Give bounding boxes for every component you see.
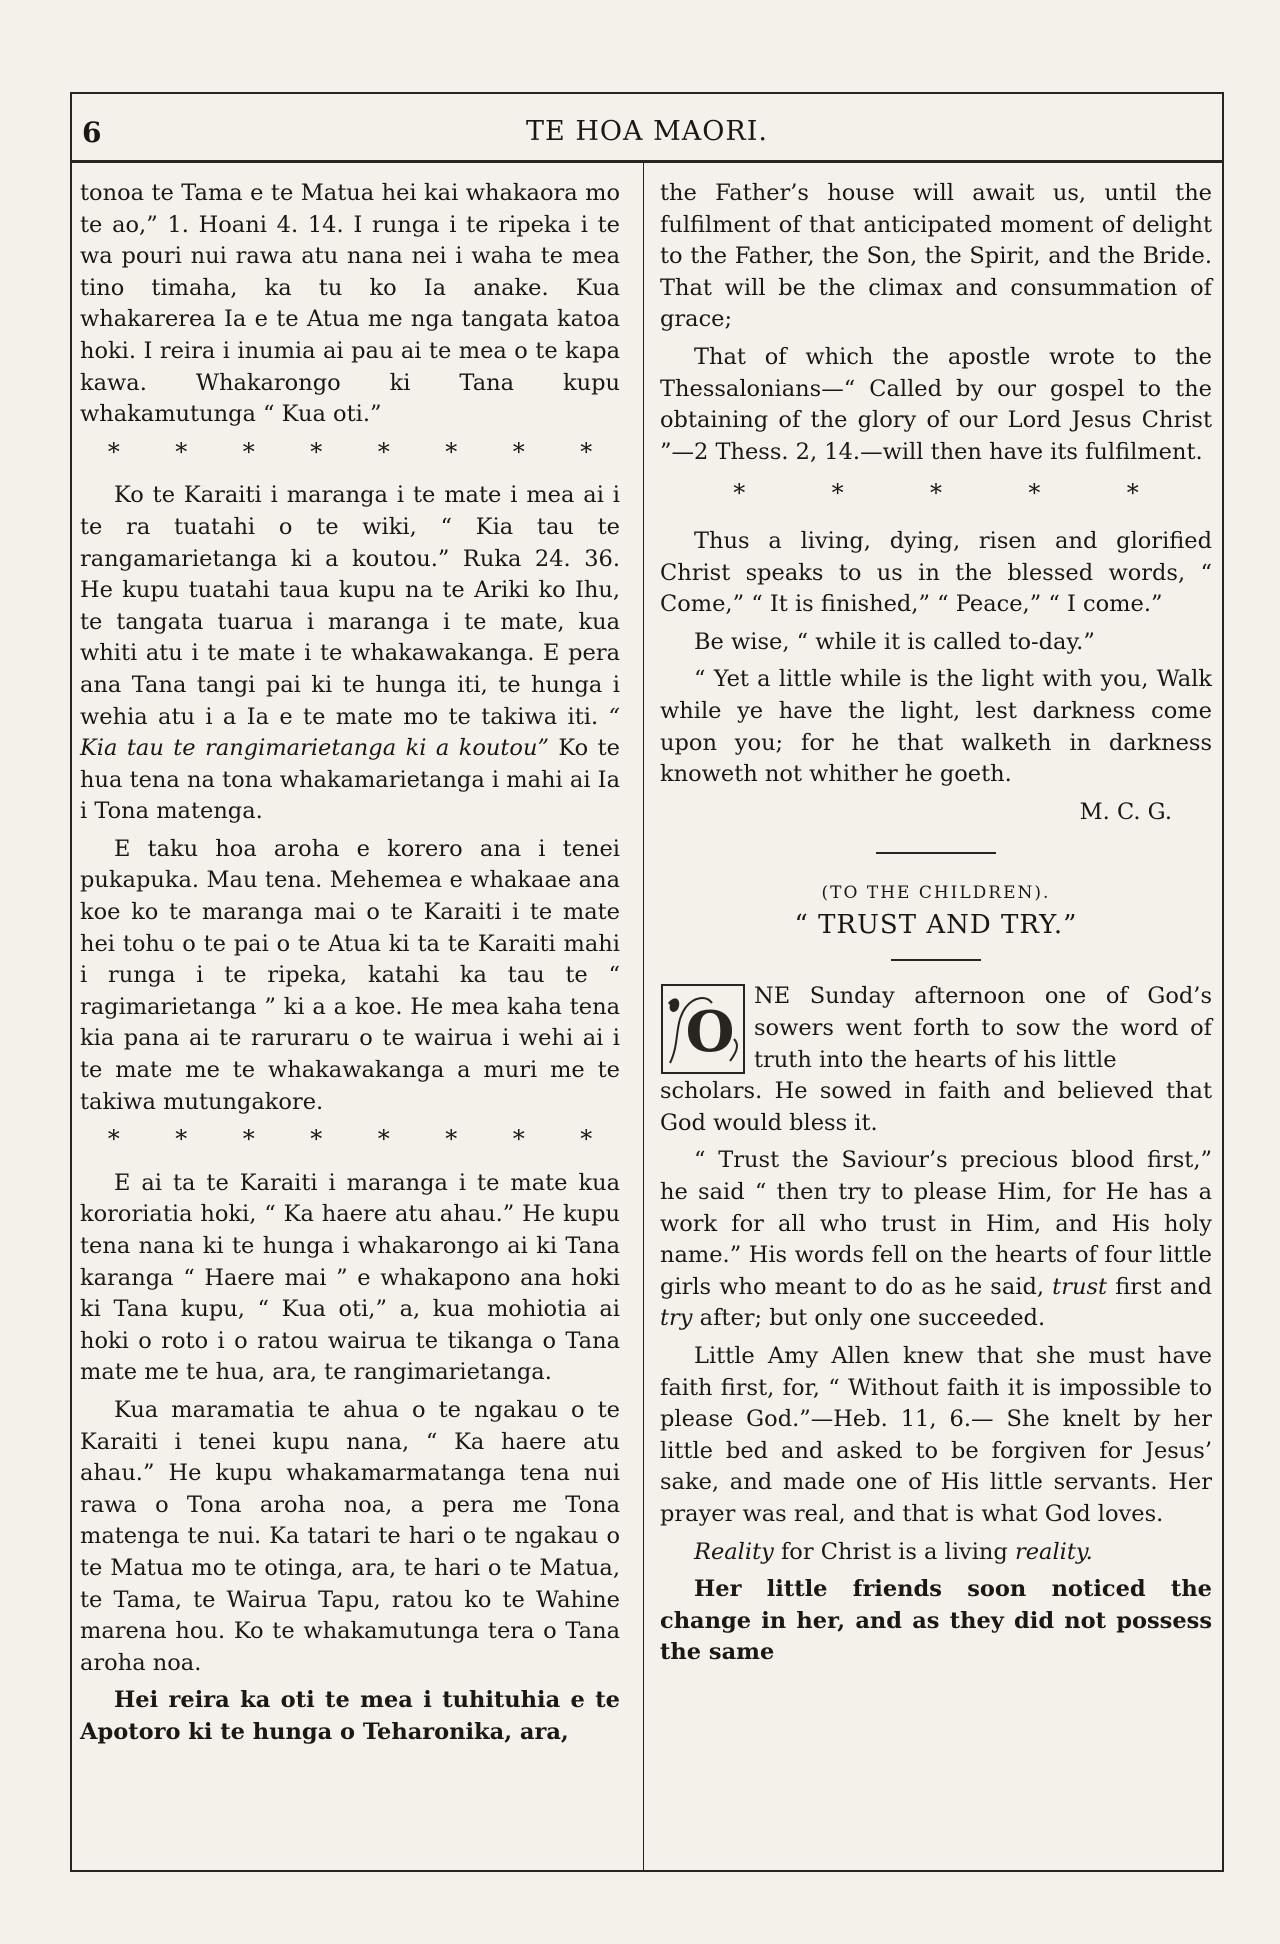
story-lead-lines [754,981,1212,1076]
right-paragraph-3: Thus a living, dying, risen and glorified Christ speaks to us in the blessed words, “ Come,” “ It is finished,” “ Peace,” “ I come.” [660,527,1212,618]
running-title: TE HOA MAORI. [526,116,768,147]
asterism-left-1: * * * * * * * * [107,437,593,466]
right-paragraph-6-lead: NE Sunday afternoon one of God’s sowers went forth to sow the word of truth into the hearts of his little [754,983,1212,1073]
right-paragraph-10: Her little friends soon noticed the change in her, and as they did not possess the same [660,1576,1212,1666]
page-number: 6 [82,116,102,149]
asterism-left-2: * * * * * * * * [107,1125,593,1154]
right-paragraph-5: “ Yet a little while is the light with you, Walk while ye have the light, lest darkness come upon you; for he that walketh in darkness knoweth not whither he goeth. [660,666,1212,788]
asterism-right: * * * * * [733,479,1139,508]
title-rule [891,959,981,961]
right-paragraph-4: Be wise, “ while it is called to-day.” [694,628,1095,655]
left-paragraph-4: E ai ta te Karaiti i maranga i te mate kua kororiatia hoki, “ Ka haere atu ahau.” He kupu tena nana ki te hunga i whakarongo ai ki Tana karanga “ Haere mai ” e whakapono ana hoki ki Tana kupu, “ Kua oti,” a, kua mohiotia ai hoki o roto i o ratou wairua te tikanga o Tana mate me te hua, ara, te rangimarietanga. [80,1169,620,1386]
left-column [80,178,620,1755]
right-paragraph-2: That of which the apostle wrote to the Thessalonians—“ Called by our gospel to the obtaining of the glory of our Lord Jesus Christ ”—2 Thess. 2, 14.—will then have its fulfilment. [660,343,1212,465]
right-paragraph-8: Little Amy Allen knew that she must have faith first, for, “ Without faith it is impossible to please God.”—Heb. 11, 6.— She knelt by her little bed and asked to be forgiven for Jesus’ sake, and made one of His little servants. Her prayer was real, and that is what God loves. [660,1343,1212,1527]
right-paragraph-1: the Father’s house will await us, until the fulfilment of that anticipated moment of delight to the Father, the Son, the Spirit, and the Bride. That will be the climax and consummation of grace; [660,180,1212,333]
right-paragraph-6-tail: scholars. He sowed in faith and believed that God would bless it. [660,1078,1212,1136]
story-opening [660,981,1212,1076]
left-paragraph-6: Hei reira ka oti te mea i tuhituhia e te Apotoro ki te hunga o Teharonika, ara, [80,1687,620,1745]
drop-cap-letter: O [685,999,735,1066]
section-label: (TO THE CHILDREN). [821,883,1051,904]
newspaper-page [70,92,1224,1872]
page-header [72,94,1222,163]
right-column [660,178,1212,1675]
right-paragraph-7: “ Trust the Saviour’s precious blood first,” he said “ then try to please Him, for He has a work for all who trust in Him, and His holy name.” His words fell on the hearts of four little girls who meant to do as he said, trust first and try after; but only one succeeded. [660,1147,1213,1332]
left-paragraph-5: Kua maramatia te ahua o te ngakau o te Karaiti i tenei kupu nana, “ Ka haere atu ahau.” He kupu whakamarmatanga tena nui rawa o Tona aroha noa, a pera me Tona matenga te nui. Ka tatari te hari o te ngakau o te Matua mo te otinga, ara, te hari o te Matua, te Tama, te Wairua Tapu, ratou ko te Wahine marena hou. Ko te whakamutunga tera o Tana aroha noa. [80,1396,620,1676]
column-divider [643,160,644,1870]
author-signature: M. C. G. [1079,798,1172,825]
right-paragraph-9: Reality for Christ is a living reality. [694,1538,1093,1565]
section-rule [876,852,996,854]
left-paragraph-3: E taku hoa aroha e korero ana i tenei pukapuka. Mau tena. Mehemea e whakaae ana koe ko te maranga mai o te Karaiti i te mate hei tohu o te pai o te Atua ki ta te Karaiti mahi i runga i te ripeka, katahi ka tau te “ ragimarietanga ” ki a a koe. He mea kaha tena kia pana ai te raruraru o te wairua i wehi ai i te mate me te whakawakanga a muri me te takiwa mutungakore. [80,835,620,1115]
left-paragraph-2: Ko te Karaiti i maranga i te mate i mea ai i te ra tuatahi o te wiki, “ Kia tau te rangamarietanga ki a koutou.” Ruka 24. 36. He kupu tuatahi taua kupu na te Ariki ko Ihu, te tangata tuarua i maranga i te mate, kua whiti atu i te mate i te whakawakanga. E pera ana Tana tangi pai ki te hunga iti, te hunga i wehia atu i a Ia e te mate mo te takiwa iti. “ Kia tau te rangimarietanga ki a koutou” Ko te hua tena na tona whakamarietanga i mahi ai Ia i Tona matenga. [80,482,620,825]
story-title: “ TRUST AND TRY.” [794,909,1078,940]
left-paragraph-1: tonoa te Tama e te Matua hei kai whakaora mo te ao,” 1. Hoani 4. 14. I runga i te ripeka i te wa pouri nui rawa atu nana nei i waha te mea tino timaha, ka tu ko Ia anake. Kua whakarerea Ia e te Atua me nga tangata katoa hoki. I reira i inumia ai pau ai te mea o te kapa kawa. Whakarongo ki Tana kupu whakamutunga “ Kua oti.” [80,180,620,428]
decorated-initial-icon [660,983,746,1075]
